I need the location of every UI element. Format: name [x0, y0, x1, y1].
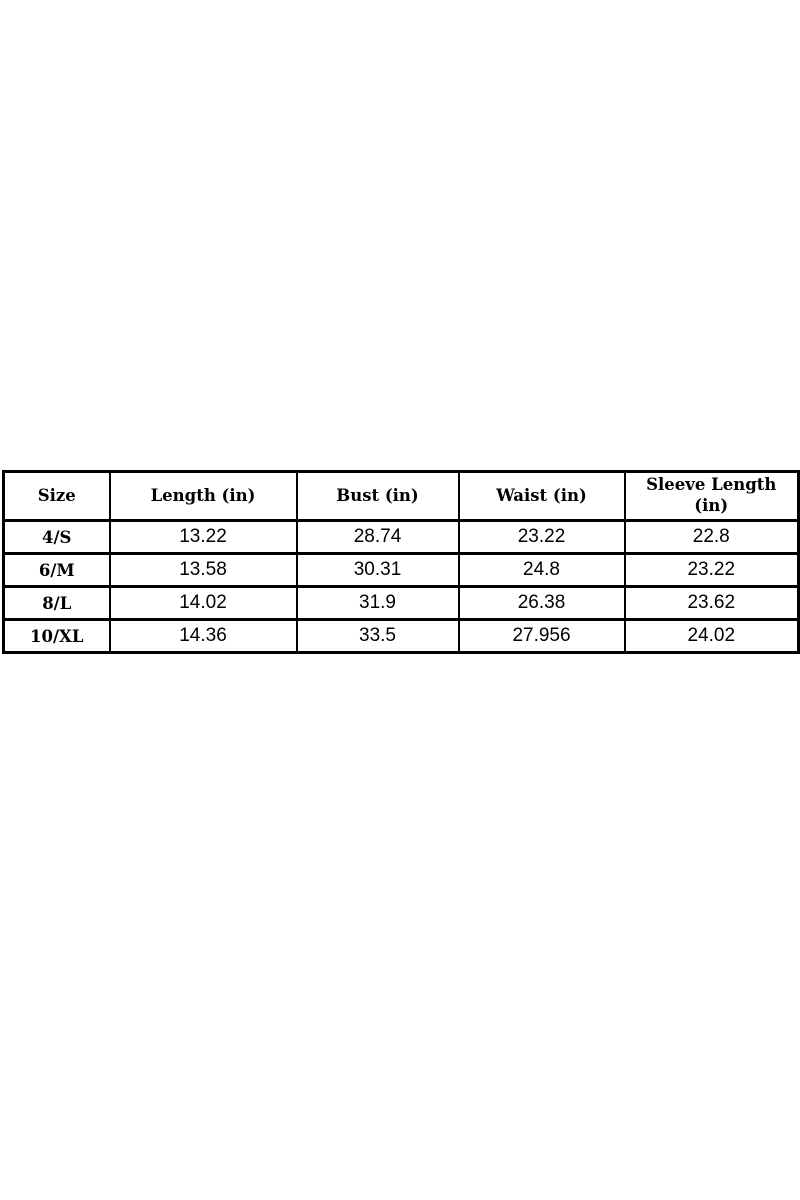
- size-cell: 4/S: [4, 521, 110, 554]
- column-header-size: Size: [4, 472, 110, 521]
- waist-cell: 27.956: [459, 620, 625, 653]
- sleeve-length-cell: 24.02: [625, 620, 799, 653]
- sleeve-length-cell: 22.8: [625, 521, 799, 554]
- table-row-6m: [4, 554, 799, 587]
- length-cell: 14.36: [110, 620, 297, 653]
- table-row-10xl: [4, 620, 799, 653]
- waist-cell: 26.38: [459, 587, 625, 620]
- table-row-4s: [4, 521, 799, 554]
- waist-cell: 24.8: [459, 554, 625, 587]
- size-chart-container: [2, 470, 798, 654]
- length-cell: 13.22: [110, 521, 297, 554]
- sleeve-length-cell: 23.62: [625, 587, 799, 620]
- size-chart-table: [2, 470, 800, 654]
- column-header-bust: Bust (in): [297, 472, 459, 521]
- size-cell: 8/L: [4, 587, 110, 620]
- header-row: [4, 472, 799, 521]
- table-row-8l: [4, 587, 799, 620]
- size-cell: 6/M: [4, 554, 110, 587]
- length-cell: 13.58: [110, 554, 297, 587]
- column-header-sleeve-length: Sleeve Length (in): [625, 472, 799, 521]
- length-cell: 14.02: [110, 587, 297, 620]
- size-cell: 10/XL: [4, 620, 110, 653]
- bust-cell: 31.9: [297, 587, 459, 620]
- bust-cell: 33.5: [297, 620, 459, 653]
- column-header-length: Length (in): [110, 472, 297, 521]
- column-header-waist: Waist (in): [459, 472, 625, 521]
- bust-cell: 28.74: [297, 521, 459, 554]
- bust-cell: 30.31: [297, 554, 459, 587]
- waist-cell: 23.22: [459, 521, 625, 554]
- sleeve-length-cell: 23.22: [625, 554, 799, 587]
